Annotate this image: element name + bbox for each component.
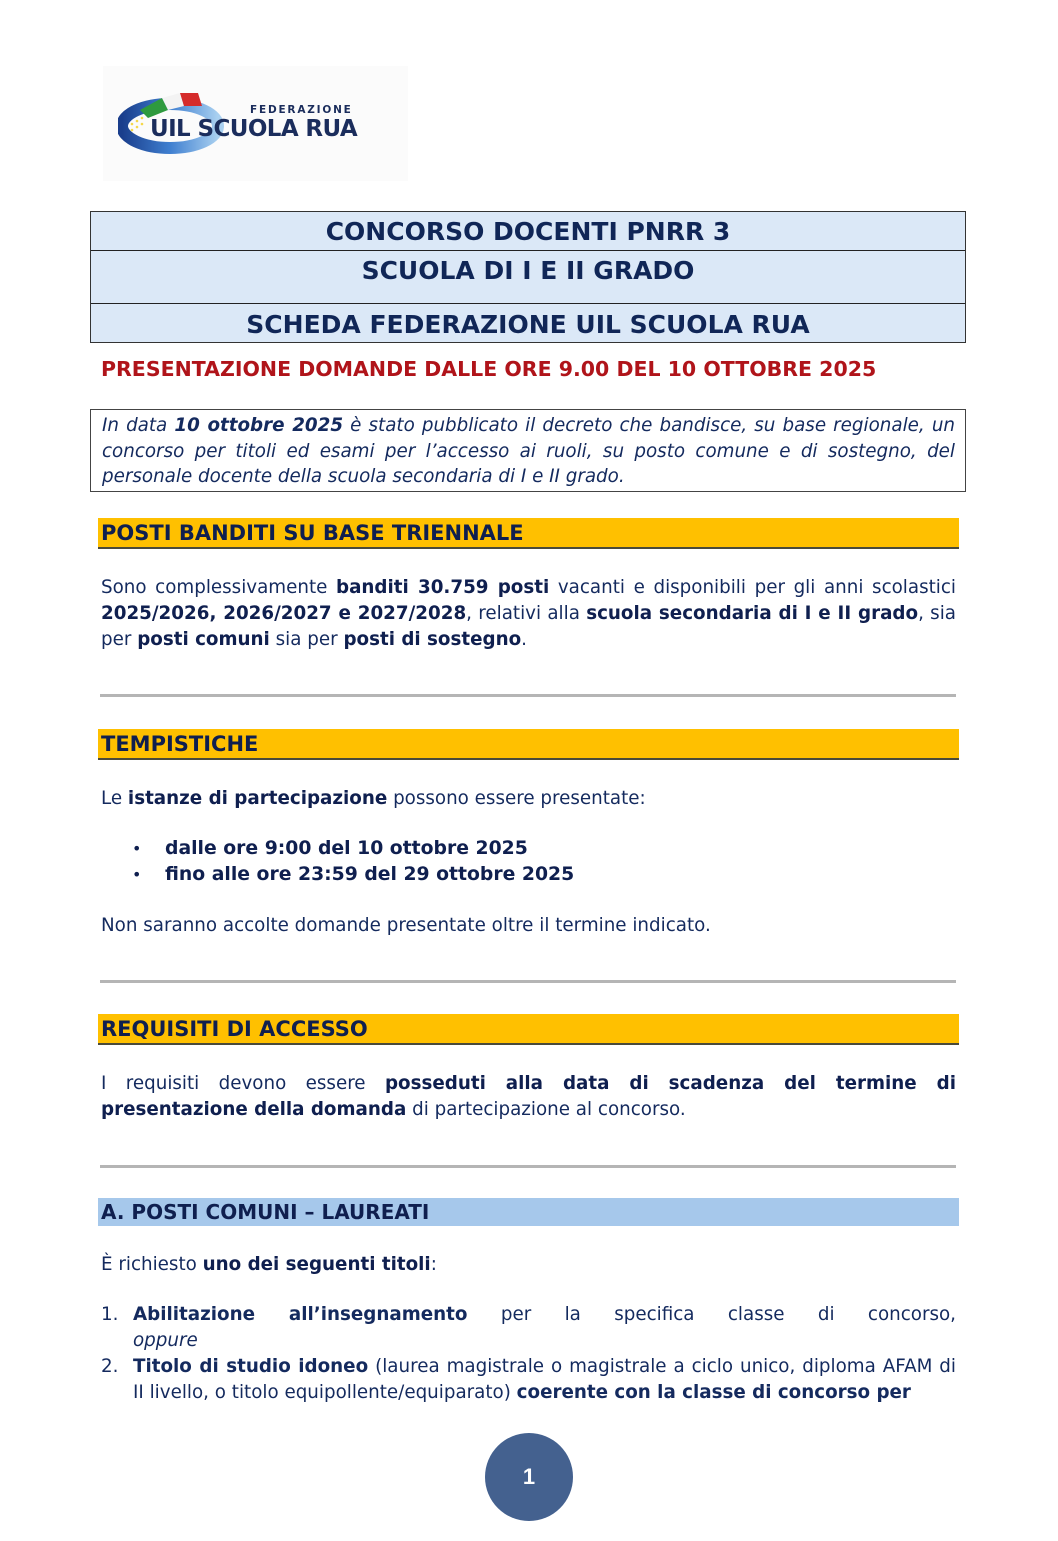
bold-posti-comuni: posti comuni: [137, 629, 270, 650]
posti-comuni-intro: [101, 1252, 956, 1278]
bold-titoli: uno dei seguenti titoli: [202, 1254, 431, 1275]
text: .: [521, 629, 527, 650]
italic-oppure: oppure: [133, 1330, 198, 1351]
deadline-end: • fino alle ore 23:59 del 29 ottobre 2025: [101, 862, 956, 888]
logo-federazione-text: FEDERAZIONE: [250, 104, 353, 116]
text: per la specifica classe di concorso,: [467, 1304, 956, 1325]
title-row-concorso: CONCORSO DOCENTI PNRR 3: [91, 212, 965, 251]
bold-requisiti-deadline: posseduti alla data di scadenza del termine di presentazione della domanda: [101, 1073, 956, 1120]
section-heading-requisiti: REQUISITI DI ACCESSO: [98, 1014, 959, 1045]
text: , sia per: [101, 603, 956, 650]
text: Sono complessivamente: [101, 577, 336, 598]
text: possono essere presentate:: [387, 788, 646, 809]
bold-school-level: scuola secondaria di I e II grado: [586, 603, 919, 624]
page-number-badge: 1: [485, 1433, 573, 1521]
divider: [100, 694, 956, 697]
text: vacanti e disponibili per gli anni scolastici: [549, 577, 956, 598]
text: sia per: [269, 629, 344, 650]
bold-school-years: 2025/2026, 2026/2027 e 2027/2028: [101, 603, 467, 624]
text: È richiesto: [101, 1254, 203, 1275]
intro-box: [90, 409, 966, 492]
list-number: 1.: [101, 1304, 119, 1325]
subsection-heading-posti-comuni: A. POSTI COMUNI – LAUREATI: [98, 1198, 959, 1226]
intro-text-pre: In data: [102, 415, 175, 436]
bold-titolo-studio: Titolo di studio idoneo: [133, 1356, 369, 1377]
bold-coerente: coerente con la classe di concorso per: [516, 1382, 911, 1403]
titoli-list: [101, 1302, 956, 1406]
logo-name-text: UIL SCUOLA RUA: [150, 116, 358, 142]
posti-paragraph: [101, 575, 956, 653]
divider: [100, 980, 956, 983]
requisiti-paragraph: [101, 1071, 956, 1123]
titolo-item-2: [101, 1354, 956, 1406]
intro-text-post: è stato pubblicato il decreto che bandisce, su base regionale, un concorso per titoli ed esami per l’accesso ai ruoli, su posto comune e di sostegno, del personale docente della scuola secondaria di I e II grado.: [102, 415, 955, 487]
bold-posti-sostegno: posti di sostegno: [343, 629, 522, 650]
text: , relativi alla: [466, 603, 587, 624]
divider: [100, 1165, 956, 1168]
tempistiche-intro: [101, 786, 956, 812]
bold-posti-count: banditi 30.759 posti: [336, 577, 550, 598]
title-table: [90, 211, 966, 343]
text: (laurea magistrale o magistrale a ciclo unico, diploma AFAM di II livello, o titolo equipollente/equiparato): [133, 1356, 956, 1403]
intro-date: 10 ottobre 2025: [174, 415, 344, 436]
titolo-item-1: [101, 1302, 956, 1354]
title-row-scheda: SCHEDA FEDERAZIONE UIL SCUOLA RUA: [246, 310, 810, 339]
text: I requisiti devono essere: [101, 1073, 385, 1094]
deadline-start: • dalle ore 9:00 del 10 ottobre 2025: [101, 836, 956, 862]
bold-abilitazione: Abilitazione all’insegnamento: [133, 1304, 468, 1325]
section-heading-tempistiche: TEMPISTICHE: [98, 729, 959, 760]
text: di partecipazione al concorso.: [406, 1099, 686, 1120]
text: :: [430, 1254, 437, 1275]
submission-date-banner: PRESENTAZIONE DOMANDE DALLE ORE 9.00 DEL 10 OTTOBRE 2025: [101, 357, 877, 381]
section-heading-posti-banditi: POSTI BANDITI SU BASE TRIENNALE: [98, 518, 959, 549]
title-row-scuola: SCUOLA DI I E II GRADO: [91, 251, 965, 304]
list-number: 2.: [101, 1356, 119, 1377]
text: Le: [101, 788, 128, 809]
bold-istanze: istanze di partecipazione: [127, 788, 388, 809]
tempistiche-note: Non saranno accolte domande presentate oltre il termine indicato.: [101, 915, 711, 936]
deadline-list: [101, 836, 956, 888]
uil-scuola-logo: [103, 66, 408, 181]
